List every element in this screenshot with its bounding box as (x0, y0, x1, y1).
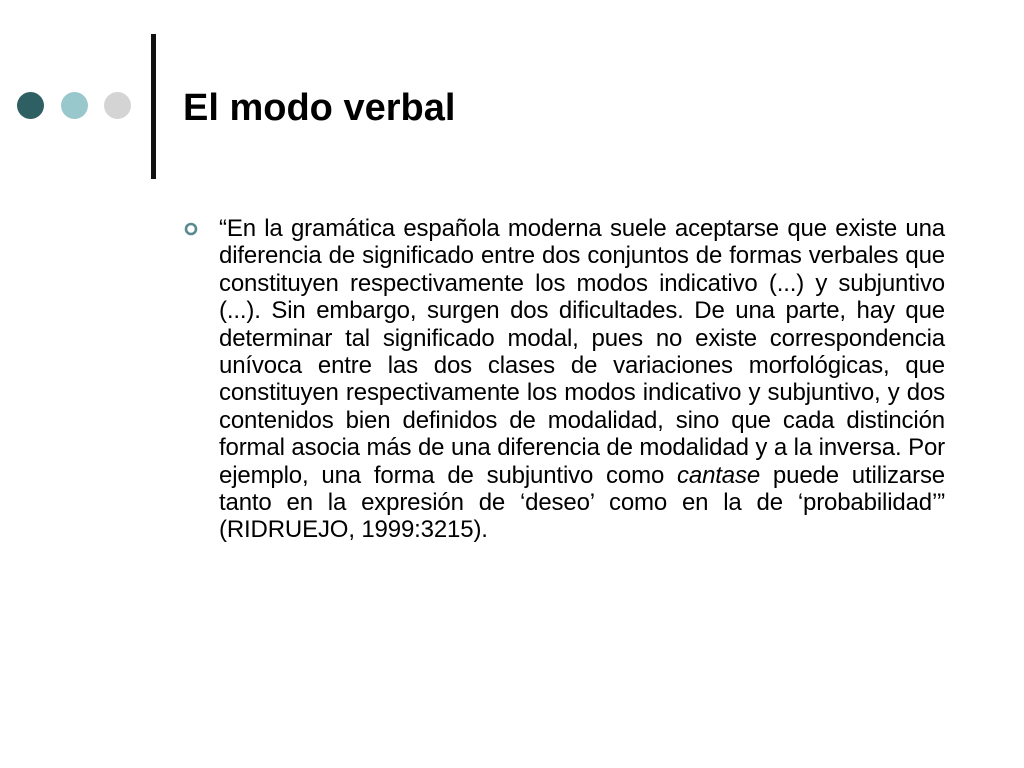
bullet-icon (184, 222, 198, 236)
quote-text-part-2: puede utilizarse tanto en la expresión de ‘deseo’ como en la de ‘probabilidad’” (RIDRUEJO, 1999:3215). (219, 461, 945, 544)
quote-text-part-1: “En la gramática española moderna suele aceptarse que existe una diferencia de significado entre dos conjuntos de formas verbales que constituyen respectivamente los modos indicativo (...) y subjuntivo (...). Sin embargo, surgen dos dificultades. De una parte, hay que determinar tal significado modal, pues no existe correspondencia unívoca entre las dos clases de variaciones morfológicas, que constituyen respectivamente los modos indicativo y subjuntivo, y dos contenidos bien definidos de modalidad, sino que cada distinción formal asocia más de una diferencia de modalidad y a la inversa. Por ejemplo, una forma de subjuntivo como (219, 215, 945, 489)
decorative-dot-gray (104, 92, 131, 119)
decorative-dot-teal (61, 92, 88, 119)
quote-paragraph (219, 215, 945, 544)
decorative-dot-dark (17, 92, 44, 119)
bullet-icon-ring (186, 224, 196, 234)
slide-title: El modo verbal (183, 87, 456, 129)
quote-italic-word: cantase (677, 461, 761, 489)
title-divider-bar (151, 34, 156, 179)
